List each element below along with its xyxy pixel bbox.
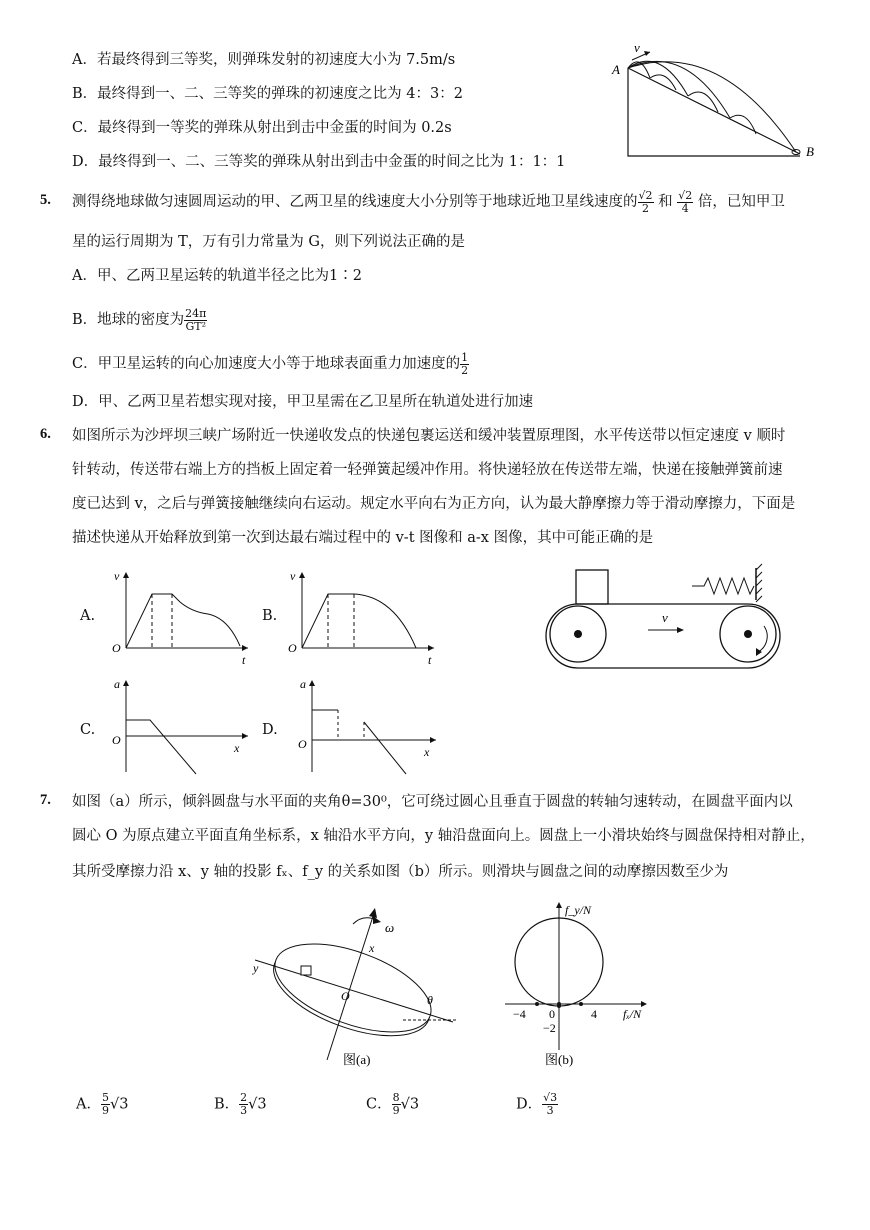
q4-option-c: C．最终得到一等奖的弹珠从射出到击中金蛋的时间为 0.2s — [72, 120, 452, 136]
q7-option-c-rad: √3 — [400, 1096, 420, 1113]
q7-fig-b-0: 0 — [549, 1007, 555, 1021]
q6-conveyor-figure — [544, 564, 814, 672]
q6-graph-d — [294, 676, 444, 776]
q5-frac1-den: 2 — [642, 201, 649, 215]
q7-figure-a — [245, 900, 475, 1070]
q7-fig-b-m2: −2 — [543, 1021, 556, 1035]
q5-option-c-text: C．甲卫星运转的向心加速度大小等于地球表面重力加速度的 — [72, 356, 461, 372]
q7-stem-line3: 其所受摩擦力沿 x、y 轴的投影 fₓ、f_y 的关系如图（b）所示。则滑块与圆盘之间的动摩擦因数至少为 — [72, 864, 729, 880]
q6-b-origin: O — [288, 641, 297, 655]
q4-label-a: A — [612, 62, 620, 77]
q6-graph-a — [108, 568, 258, 668]
q7-option-c-fraction — [392, 1092, 401, 1117]
q7-fig-b-m4: −4 — [513, 1007, 526, 1021]
q6-b-axis-v: v — [290, 569, 296, 583]
q5-option-c-num: 1 — [461, 350, 469, 364]
q6-belt-v: v — [662, 610, 668, 625]
q7-option-b-num: 2 — [240, 1091, 248, 1104]
q6-stem-line4: 描述快递从开始释放到第一次到达最右端过程中的 v-t 图像和 a-x 图像，其中可能正确的是 — [72, 530, 654, 546]
q7-fig-a-theta: θ — [427, 993, 433, 1007]
q7-option-a-den: 9 — [101, 1104, 109, 1117]
q7-option-b — [214, 1092, 267, 1117]
q5-option-c-den: 2 — [461, 363, 469, 377]
q5-option-c-fraction — [460, 352, 469, 377]
q7-option-a-num: 5 — [101, 1091, 109, 1104]
q5-frac2-num: √2 — [678, 188, 693, 202]
q6-stem-line1: 如图所示为沙坪坝三峡广场附近一快递收发点的快递包裹运送和缓冲装置原理图，水平传送带以恒定速度 v 顺时 — [72, 428, 786, 444]
q5-number: 5. — [40, 192, 51, 208]
q7-fig-a-o: O — [341, 989, 350, 1003]
q6-d-axis-x: x — [424, 745, 430, 759]
q7-option-a — [76, 1092, 128, 1117]
q6-label-a: A. — [80, 608, 96, 624]
q5-option-a: A．甲、乙两卫星运转的轨道半径之比为1∶2 — [72, 268, 362, 284]
q6-number: 6. — [40, 426, 51, 442]
q7-fig-a-omega: ω — [385, 920, 395, 935]
q4-label-b: B — [806, 144, 814, 159]
q6-a-axis-v: v — [114, 569, 120, 583]
q5-option-b-fraction — [184, 308, 207, 333]
q7-option-c-den: 9 — [392, 1104, 400, 1117]
q7-option-b-fraction — [239, 1092, 248, 1117]
q7-option-d-num: √3 — [543, 1091, 558, 1104]
q4-option-d: D．最终得到一、二、三等奖的弹珠从射出到击中金蛋的时间之比为 1：1：1 — [72, 154, 566, 170]
q6-stem-line2: 针转动，传送带右端上方的挡板上固定着一轻弹簧起缓冲作用。将快递轻放在传送带左端，快递在接触弹簧前速 — [72, 462, 783, 478]
q7-option-a-fraction — [101, 1092, 110, 1117]
q6-a-origin: O — [112, 641, 121, 655]
q5-option-b-text: B．地球的密度为 — [72, 312, 185, 328]
q7-option-b-den: 3 — [240, 1104, 248, 1117]
q7-fig-a-x: x — [369, 941, 375, 955]
q6-label-c: C. — [80, 722, 96, 738]
q6-stem-line3: 度已达到 v，之后与弹簧接触继续向右运动。规定水平向右为正方向，认为最大静摩擦力等于滑动摩擦力，下面是 — [72, 496, 796, 512]
q5-stem-line1 — [72, 188, 785, 216]
q5-fraction-2 — [677, 190, 693, 215]
q7-figure-b — [495, 900, 665, 1070]
q6-label-d: D. — [262, 722, 278, 738]
q7-stem-line2: 圆心 O 为原点建立平面直角坐标系，x 轴沿水平方向，y 轴沿盘面向上。圆盘上一小滑块始终与圆盘保持相对静止， — [72, 828, 815, 844]
q5-option-c — [72, 350, 469, 378]
q7-fig-b-4: 4 — [591, 1007, 597, 1021]
q6-label-b: B. — [262, 608, 278, 624]
q7-option-d-label: D． — [516, 1096, 543, 1113]
q6-d-origin: O — [298, 737, 307, 751]
q7-fig-a-y: y — [253, 961, 259, 975]
q7-option-d-fraction — [542, 1092, 558, 1117]
q7-fig-b-fx: fₓ/N — [623, 1007, 642, 1021]
q5-frac1-num: √2 — [638, 188, 653, 202]
q6-graph-c — [108, 676, 258, 776]
q7-option-a-rad: √3 — [109, 1096, 129, 1113]
q7-option-d — [516, 1092, 558, 1117]
q7-option-a-label: A． — [76, 1096, 101, 1113]
q7-option-c-num: 8 — [392, 1091, 400, 1104]
q7-fig-b-caption: 图(b) — [545, 1052, 574, 1067]
q7-option-b-rad: √3 — [248, 1096, 267, 1113]
q5-fraction-1 — [638, 190, 654, 215]
q5-frac2-den: 4 — [681, 201, 689, 215]
q5-option-b-num: 24π — [185, 306, 207, 320]
q6-graph-b — [284, 568, 444, 668]
q7-option-c — [366, 1092, 419, 1117]
q5-option-d: D．甲、乙两卫星若想实现对接，甲卫星需在乙卫星所在轨道处进行加速 — [72, 394, 534, 410]
q7-fig-b-fy: f_y/N — [565, 903, 591, 917]
q4-incline-figure — [610, 38, 830, 168]
q7-option-c-label: C． — [366, 1096, 392, 1113]
q5-stem-pre: 测得绕地球做匀速圆周运动的甲、乙两卫星的线速度大小分别等于地球近地卫星线速度的 — [72, 194, 638, 210]
q5-option-b — [72, 306, 207, 334]
q6-c-axis-a: a — [114, 677, 120, 691]
q5-stem-line2: 星的运行周期为 T，万有引力常量为 G，则下列说法正确的是 — [72, 234, 465, 250]
q6-c-origin: O — [112, 733, 121, 747]
q6-b-axis-t: t — [428, 653, 432, 667]
q7-fig-a-caption: 图(a) — [343, 1052, 371, 1067]
q4-label-v: v — [634, 40, 640, 55]
q7-option-b-label: B． — [214, 1096, 240, 1113]
q6-c-axis-x: x — [234, 741, 240, 755]
q7-stem-line1: 如图（a）所示，倾斜圆盘与水平面的夹角θ=30⁰，它可绕过圆心且垂直于圆盘的转轴匀速转动，在圆盘平面内以 — [72, 794, 793, 810]
q7-option-d-den: 3 — [546, 1104, 554, 1117]
q5-stem-post: 倍，已知甲卫 — [697, 194, 785, 210]
q5-option-b-den: GT² — [185, 319, 207, 333]
q4-option-a: A．若最终得到三等奖，则弹珠发射的初速度大小为 7.5m/s — [72, 52, 456, 68]
q6-d-axis-a: a — [300, 677, 306, 691]
q7-number: 7. — [40, 792, 51, 808]
q5-and: 和 — [658, 194, 673, 210]
q6-a-axis-t: t — [242, 653, 246, 667]
q4-option-b: B．最终得到一、二、三等奖的弹珠的初速度之比为 4：3：2 — [72, 86, 463, 102]
